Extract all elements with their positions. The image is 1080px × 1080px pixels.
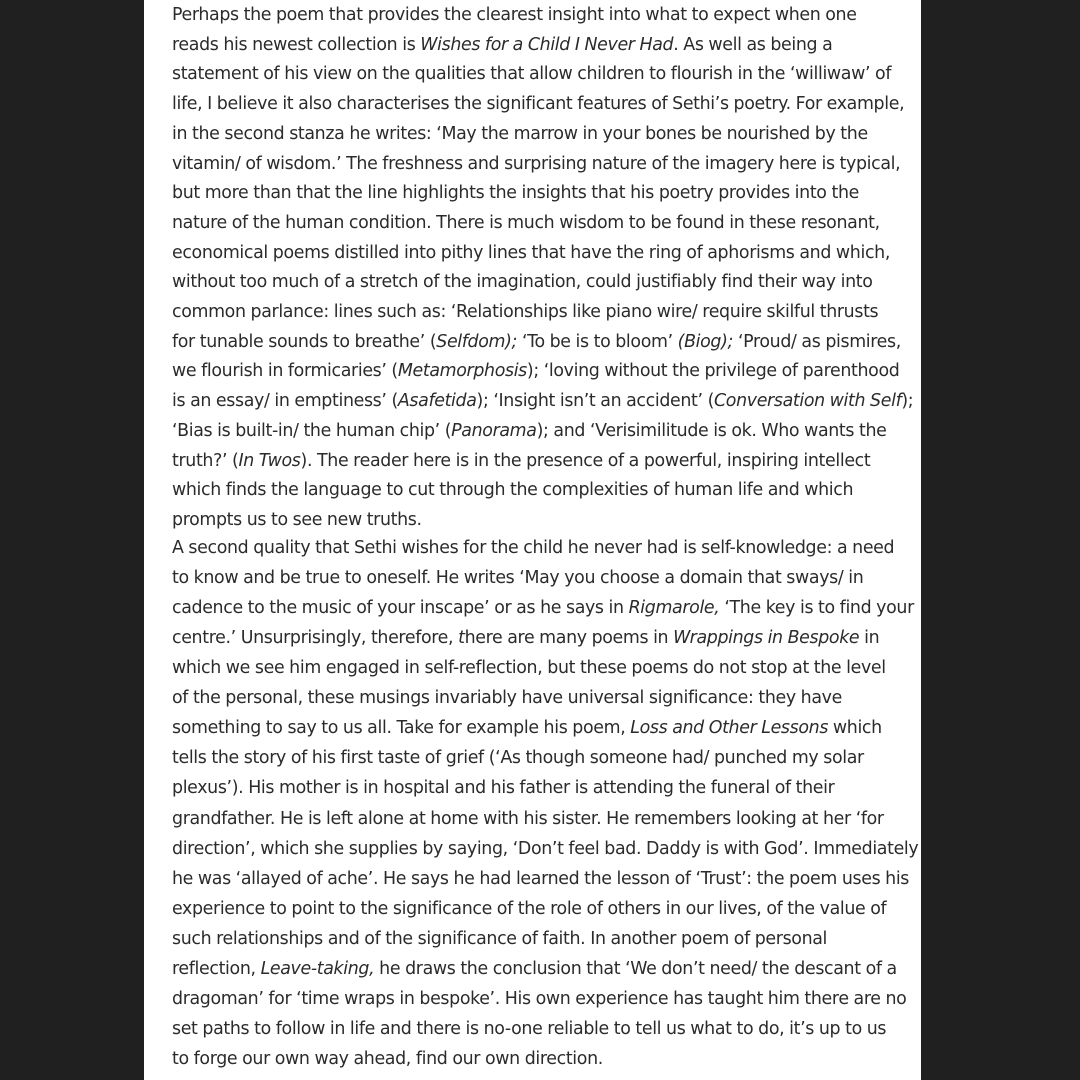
text-line (172, 743, 892, 773)
italic-title: Loss and Other Lessons (630, 718, 829, 739)
text-line (172, 984, 907, 1014)
italic-title: Wishes for a Child I Never Had (420, 34, 674, 55)
text-run: cadence to the music of your inscape’ or as he says in (172, 597, 629, 618)
text-line (172, 593, 914, 623)
text-line (172, 31, 892, 61)
text-run: in (859, 627, 880, 648)
text-run: is an essay/ in emptiness’ ( (172, 391, 398, 412)
text-line (172, 1, 892, 31)
italic-title: Conversation with Self (714, 391, 902, 412)
text-run: common parlance: lines such as: ‘Relationships like piano wire/ require skilful thrusts (172, 302, 879, 323)
text-line (172, 90, 905, 120)
text-run: without too much of a stretch of the imagination, could justifiably find their way into (172, 272, 873, 293)
text-run: to forge our own way ahead, find our own direction. (172, 1049, 603, 1070)
text-line (172, 773, 892, 803)
text-line (172, 60, 892, 90)
text-run: but more than that the line highlights the insights that his poetry provides into the (172, 183, 859, 204)
text-run: ); ‘loving without the privilege of parenthood (526, 361, 900, 382)
text-line (172, 447, 892, 477)
document-page (144, 0, 921, 1080)
text-run: which (828, 718, 882, 739)
text-run: statement of his view on the qualities that allow children to flourish in the ‘williwaw’ of (172, 64, 892, 85)
text-run: Perhaps the poem that provides the clearest insight into what to expect when one (172, 5, 857, 25)
text-run: here are many poems in (464, 627, 674, 648)
text-run: plexus’). His mother is in hospital and his father is attending the funeral of their (172, 778, 835, 799)
text-run: such relationships and of the significance of faith. In another poem of personal (172, 928, 828, 949)
text-run: dragoman’ for ‘time wraps in bespoke’. His own experience has taught him there are no (172, 989, 907, 1010)
text-run: ‘The key is to find your (719, 597, 914, 618)
text-line (172, 924, 892, 954)
text-run: ). The reader here is in the presence of a powerful, inspiring intellect (300, 450, 871, 471)
text-line (172, 653, 892, 683)
text-line (172, 209, 892, 239)
text-run: economical poems distilled into pithy lines that have the ring of aphorisms and which, (172, 242, 891, 263)
italic-title: Selfdom); (436, 331, 522, 352)
text-line (172, 563, 892, 593)
text-line (172, 683, 892, 713)
text-line (172, 328, 901, 358)
text-line (172, 387, 914, 417)
text-line (172, 268, 892, 298)
text-line (172, 239, 892, 269)
article-body (172, 1, 919, 1074)
italic-title: Wrappings in Bespoke (673, 627, 860, 648)
text-line (172, 713, 892, 743)
text-run: centre.’ Unsurprisingly, therefore, (172, 627, 459, 648)
text-line (172, 476, 892, 506)
italic-title: Metamorphosis (397, 361, 527, 382)
italic-title: t (458, 627, 465, 648)
text-line (172, 179, 892, 209)
text-run: set paths to follow in life and there is no-one reliable to tell us what to do, it’s up to us (172, 1019, 887, 1040)
text-line (172, 298, 892, 328)
text-run: he was ‘allayed of ache’. He says he had learned the lesson of ‘Trust’: the poem uses his (172, 868, 910, 889)
text-run: ‘Bias is built-in/ the human chip’ ( (172, 420, 452, 441)
text-run: ‘To be is to bloom’ (521, 331, 678, 352)
text-run: prompts us to see new truths. (172, 509, 422, 530)
paragraph-2 (172, 533, 919, 1075)
text-line (172, 150, 901, 180)
text-line (172, 804, 892, 834)
italic-title: Rigmarole, (628, 597, 720, 618)
text-run: ); (901, 391, 914, 412)
paragraph-1 (172, 1, 914, 536)
text-line (172, 533, 895, 563)
text-run: tells the story of his first taste of grief (‘As though someone had/ punched my solar (172, 748, 864, 769)
text-run: he draws the conclusion that ‘We don’t need/ the descant of a (374, 958, 897, 979)
text-line (172, 357, 900, 387)
text-run: which finds the language to cut through the complexities of human life and which (172, 480, 854, 501)
text-run: for tunable sounds to breathe’ ( (172, 331, 437, 352)
text-run: of the personal, these musings invariably have universal significance: they have (172, 688, 842, 709)
italic-title: Asafetida (397, 391, 477, 412)
text-line (172, 954, 897, 984)
text-line (172, 1044, 892, 1074)
text-run: A second quality that Sethi wishes for the child he never had is self-knowledge: a need (172, 537, 895, 558)
text-run: life, I believe it also characterises the significant features of Sethi’s poetry. For example, (172, 94, 905, 115)
italic-title: Panorama (451, 420, 537, 441)
text-run: we flourish in formicaries’ ( (172, 361, 398, 382)
text-line (172, 120, 892, 150)
text-run: something to say to us all. Take for example his poem, (172, 718, 631, 739)
text-run: reflection, (172, 958, 261, 979)
text-run: experience to point to the significance of the role of others in our lives, of the value of (172, 898, 887, 919)
text-run: truth?’ ( (172, 450, 239, 471)
text-run: nature of the human condition. There is much wisdom to be found in these resonant, (172, 212, 880, 233)
text-run: to know and be true to oneself. He writes ‘May you choose a domain that sways/ in (172, 567, 864, 588)
text-run: direction’, which she supplies by saying, ‘Don’t feel bad. Daddy is with God’. Immediately (172, 838, 919, 859)
text-line (172, 834, 919, 864)
text-line (172, 623, 892, 653)
text-run: in the second stanza he writes: ‘May the marrow in your bones be nourished by the (172, 123, 868, 144)
text-run: ); and ‘Verisimilitude is ok. Who wants the (536, 420, 887, 441)
text-run: ‘Proud/ as pismires, (737, 331, 901, 352)
text-line (172, 417, 892, 447)
italic-title: In Twos (238, 450, 301, 471)
text-line (172, 894, 892, 924)
italic-title: (Biog); (677, 331, 738, 352)
text-run: reads his newest collection is (172, 34, 421, 55)
italic-title: Leave-taking, (260, 958, 375, 979)
text-run: . As well as being a (673, 34, 833, 55)
text-run: which we see him engaged in self-reflection, but these poems do not stop at the level (172, 658, 886, 679)
text-run: ); ‘Insight isn’t an accident’ ( (476, 391, 715, 412)
text-run: grandfather. He is left alone at home with his sister. He remembers looking at her ‘for (172, 808, 884, 829)
text-line (172, 506, 892, 536)
text-run: vitamin/ of wisdom.’ The freshness and surprising nature of the imagery here is typical, (172, 153, 901, 174)
text-line (172, 864, 910, 894)
text-line (172, 1014, 892, 1044)
